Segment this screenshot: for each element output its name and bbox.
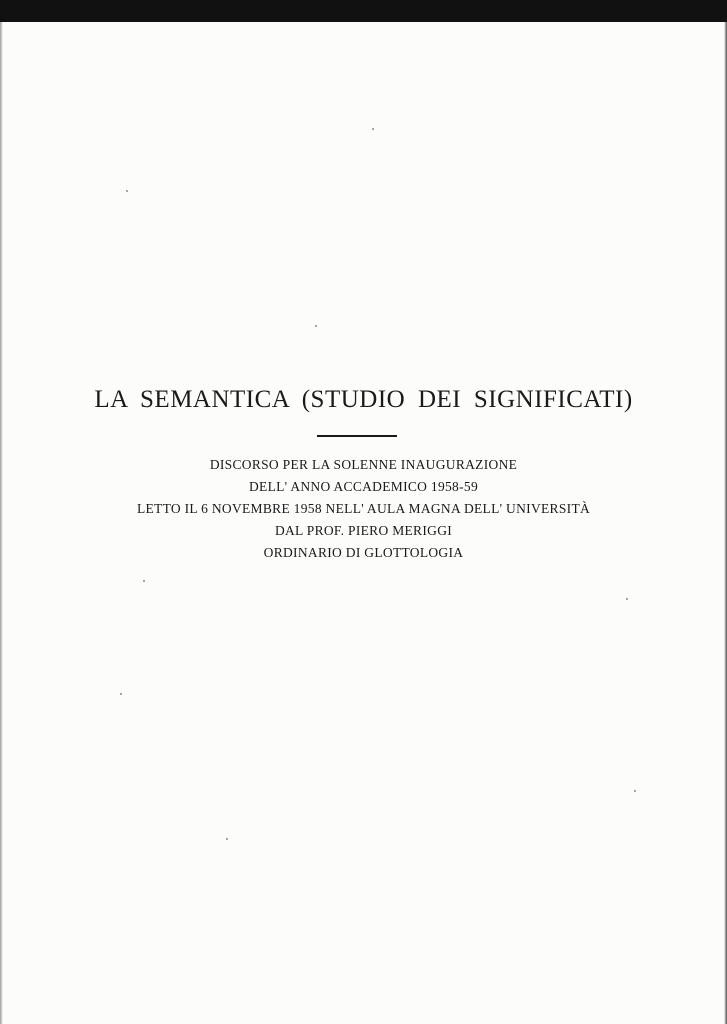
scan-top-border	[0, 0, 727, 22]
subtitle-line-date-venue: LETTO IL 6 NOVEMBRE 1958 NELL' AULA MAGNA DELL' UNIVERSITÀ	[136, 501, 591, 516]
paper-speck	[315, 325, 317, 327]
paper-speck	[143, 580, 145, 582]
paper-speck	[634, 790, 636, 792]
subtitle-line-occasion: DISCORSO PER LA SOLENNE INAUGURAZIONE	[209, 457, 518, 472]
paper-speck	[226, 838, 228, 840]
title-divider	[317, 435, 397, 437]
paper-speck	[372, 128, 374, 130]
subtitle-line-author-role: ORDINARIO DI GLOTTOLOGIA	[263, 545, 464, 560]
document-title: LA SEMANTICA (STUDIO DEI SIGNIFICATI)	[94, 386, 633, 413]
subtitle-block	[0, 454, 727, 564]
paper-speck	[626, 598, 628, 600]
subtitle-line-academic-year: DELL' ANNO ACCADEMICO 1958-59	[248, 479, 478, 494]
paper-speck	[120, 693, 122, 695]
paper-speck	[126, 190, 128, 192]
subtitle-line-author: DAL PROF. PIERO MERIGGI	[274, 523, 453, 538]
